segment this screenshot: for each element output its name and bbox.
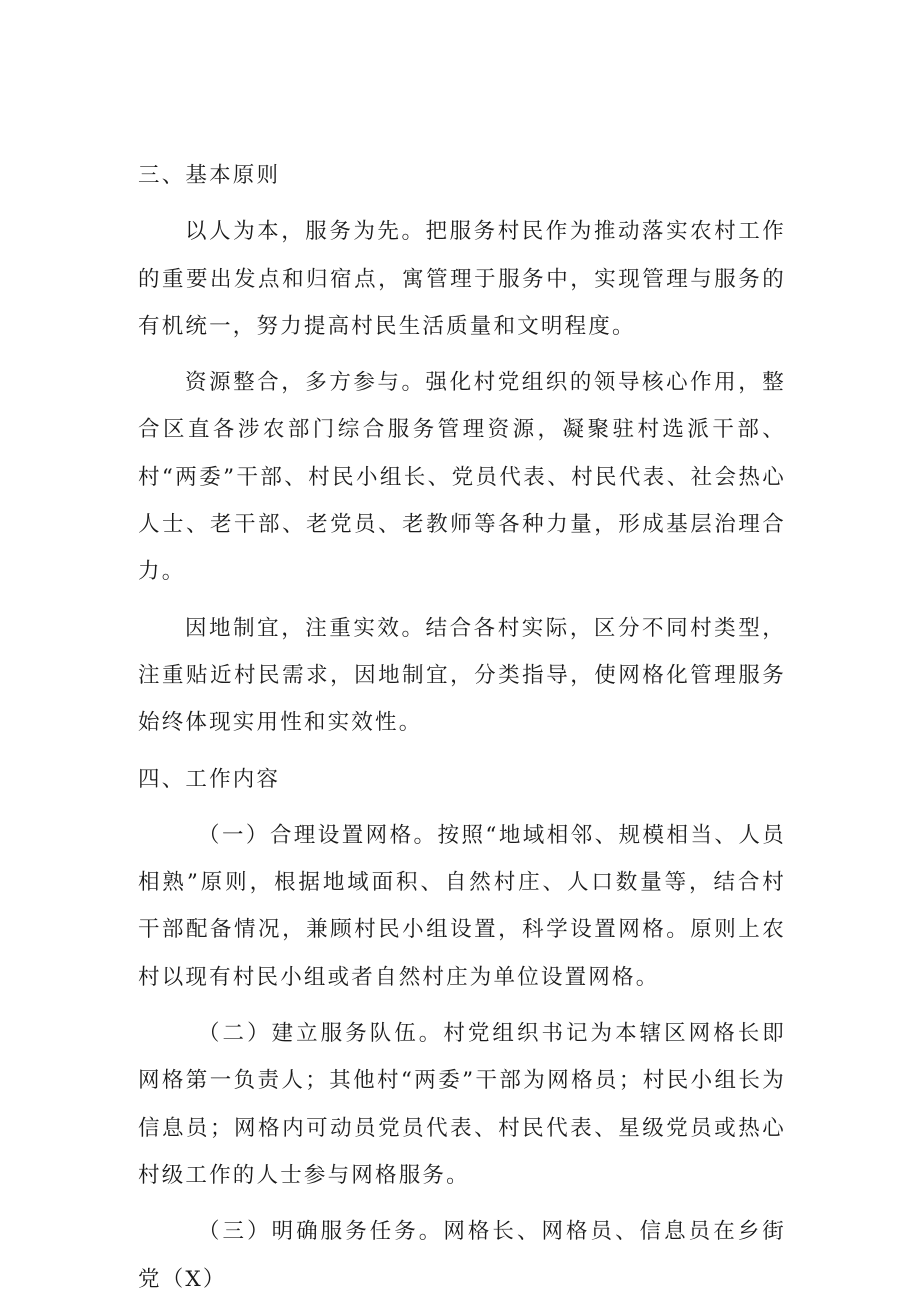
document-body — [138, 152, 786, 1303]
section-heading-principles: 三、基本原则 — [138, 163, 281, 188]
paragraph-people-first: 以人为本，服务为先。把服务村民作为推动落实农村工作的重要出发点和归宿点，寓管理于服务中，实现管理与服务的有机统一，努力提高村民生活质量和文明程度。 — [138, 219, 786, 339]
section-heading-work-content: 四、工作内容 — [138, 766, 281, 792]
paragraph-grid-setup: （一）合理设置网格。按照“地域相邻、规模相当、人员相熟”原则，根据地域面积、自然村庄、人口数量等，结合村干部配备情况，兼顾村民小组设置，科学设置网格。原则上农村以现有村民小组或者自然村庄为单位设置网格。 — [138, 822, 786, 990]
paragraph-service-tasks: （三）明确服务任务。网格长、网格员、信息员在乡街党（X） — [138, 1219, 786, 1292]
paragraph-local-conditions: 因地制宜，注重实效。结合各村实际，区分不同村类型，注重贴近村民需求，因地制宜，分类指导，使网格化管理服务始终体现实用性和实效性。 — [138, 615, 786, 736]
paragraph-service-team: （二）建立服务队伍。村党组织书记为本辖区网格长即网格第一负责人；其他村“两委”干部为网格员；村民小组长为信息员；网格内可动员党员代表、村民代表、星级党员或热心村级工作的人士参与网格服务。 — [138, 1021, 786, 1188]
paragraph-resource-integration: 资源整合，多方参与。强化村党组织的领导核心作用，整合区直各涉农部门综合服务管理资源，凝聚驻村选派干部、村“两委”干部、村民小组长、党员代表、村民代表、社会热心人士、老干部、老党员、老教师等各种力量，形成基层治理合力。 — [138, 370, 786, 585]
